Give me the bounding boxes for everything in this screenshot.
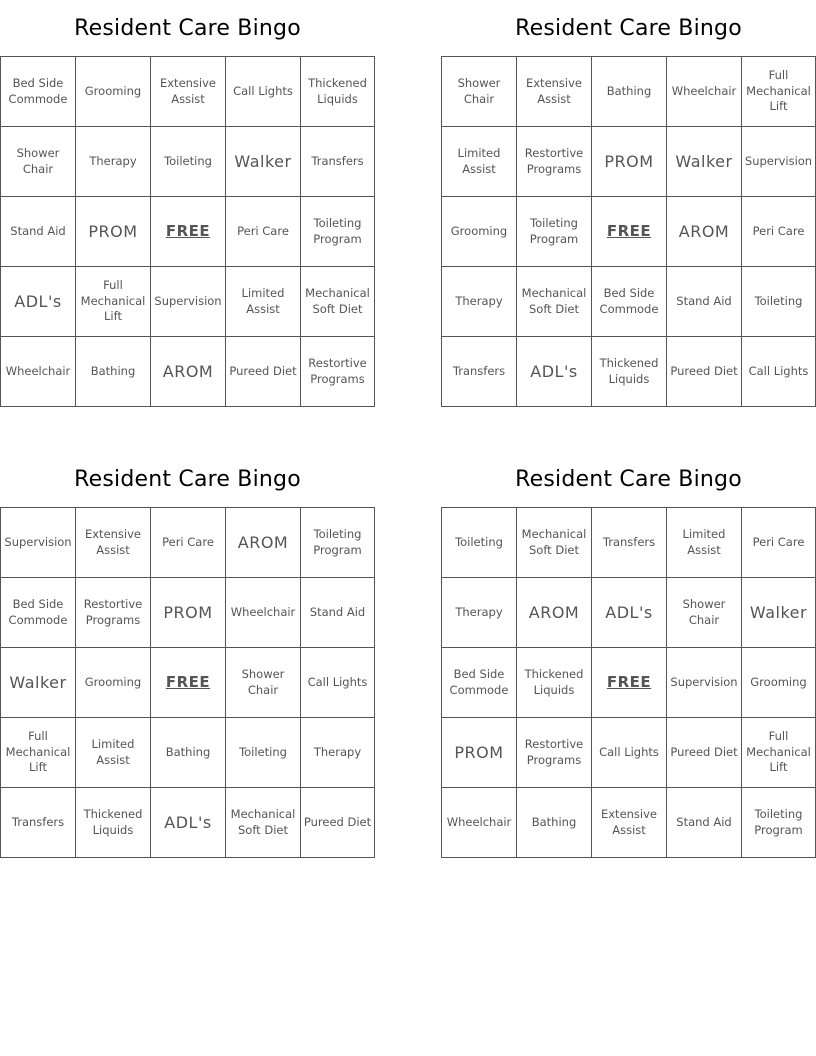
bingo-cell: Bed Side Commode — [1, 578, 76, 648]
bingo-cell: Mechanical Soft Diet — [517, 267, 592, 337]
bingo-cell: Limited Assist — [226, 267, 301, 337]
bingo-cell: Stand Aid — [301, 578, 375, 648]
bingo-cell: Shower Chair — [667, 578, 742, 648]
bingo-cell: Transfers — [1, 788, 76, 858]
bingo-cell: Walker — [742, 578, 816, 648]
bingo-cell: Toileting Program — [301, 197, 375, 267]
bingo-cell: Full Mechanical Lift — [742, 718, 816, 788]
bingo-cell: Toileting Program — [742, 788, 816, 858]
bingo-cell: Bathing — [517, 788, 592, 858]
bingo-grid — [0, 56, 375, 407]
bingo-cell: Bed Side Commode — [442, 648, 517, 718]
bingo-cell: PROM — [76, 197, 151, 267]
bingo-cell: Supervision — [151, 267, 226, 337]
bingo-cell: Wheelchair — [667, 57, 742, 127]
bingo-cell: ADL's — [592, 578, 667, 648]
bingo-cell: Pureed Diet — [667, 337, 742, 407]
bingo-cell: Peri Care — [742, 508, 816, 578]
bingo-cell: Bathing — [151, 718, 226, 788]
bingo-cell: Restortive Programs — [76, 578, 151, 648]
bingo-cell: Walker — [1, 648, 76, 718]
bingo-cell: Bathing — [76, 337, 151, 407]
bingo-cell: Pureed Diet — [667, 718, 742, 788]
bingo-cell: Supervision — [667, 648, 742, 718]
bingo-cell: Extensive Assist — [76, 508, 151, 578]
bingo-cell: Grooming — [76, 648, 151, 718]
bingo-cell: AROM — [151, 337, 226, 407]
bingo-cell: Wheelchair — [1, 337, 76, 407]
bingo-cell: Mechanical Soft Diet — [226, 788, 301, 858]
bingo-cell: Peri Care — [742, 197, 816, 267]
bingo-cell: PROM — [151, 578, 226, 648]
card-title: Resident Care Bingo — [74, 467, 301, 492]
bingo-cell: Toileting — [151, 127, 226, 197]
free-space: FREE — [151, 197, 226, 267]
bingo-cell: Therapy — [301, 718, 375, 788]
bingo-cell: Thickened Liquids — [301, 57, 375, 127]
bingo-cell: PROM — [592, 127, 667, 197]
bingo-cell: Therapy — [442, 267, 517, 337]
bingo-cell: Call Lights — [301, 648, 375, 718]
bingo-cell: Limited Assist — [667, 508, 742, 578]
bingo-cell: AROM — [517, 578, 592, 648]
bingo-cell: Stand Aid — [667, 267, 742, 337]
bingo-card-4 — [441, 451, 816, 858]
bingo-cell: Bathing — [592, 57, 667, 127]
bingo-cell: Mechanical Soft Diet — [517, 508, 592, 578]
bingo-cell: Wheelchair — [442, 788, 517, 858]
bingo-cell: Mechanical Soft Diet — [301, 267, 375, 337]
bingo-grid — [0, 507, 375, 858]
bingo-cell: Grooming — [742, 648, 816, 718]
card-title: Resident Care Bingo — [515, 467, 742, 492]
bingo-cell: Thickened Liquids — [517, 648, 592, 718]
card-title: Resident Care Bingo — [74, 16, 301, 41]
bingo-cell: Toileting — [442, 508, 517, 578]
bingo-cell: Call Lights — [592, 718, 667, 788]
card-title: Resident Care Bingo — [515, 16, 742, 41]
bingo-cell: Call Lights — [742, 337, 816, 407]
bingo-cell: AROM — [226, 508, 301, 578]
bingo-cell: Full Mechanical Lift — [1, 718, 76, 788]
bingo-cell: Pureed Diet — [226, 337, 301, 407]
bingo-cell: Pureed Diet — [301, 788, 375, 858]
bingo-card-3 — [0, 451, 375, 858]
free-space: FREE — [151, 648, 226, 718]
bingo-cell: Restortive Programs — [517, 718, 592, 788]
bingo-cell: Bed Side Commode — [1, 57, 76, 127]
bingo-cell: Peri Care — [226, 197, 301, 267]
bingo-cell: Grooming — [442, 197, 517, 267]
bingo-cell: Therapy — [442, 578, 517, 648]
bingo-cell: ADL's — [151, 788, 226, 858]
bingo-cell: Limited Assist — [442, 127, 517, 197]
bingo-cell: Thickened Liquids — [592, 337, 667, 407]
bingo-cell: Restortive Programs — [517, 127, 592, 197]
bingo-cell: PROM — [442, 718, 517, 788]
bingo-cell: Stand Aid — [667, 788, 742, 858]
bingo-cell: Call Lights — [226, 57, 301, 127]
bingo-cell: Transfers — [592, 508, 667, 578]
bingo-cell: Bed Side Commode — [592, 267, 667, 337]
bingo-cell: Transfers — [442, 337, 517, 407]
bingo-cell: Extensive Assist — [592, 788, 667, 858]
bingo-cell: Shower Chair — [1, 127, 76, 197]
bingo-cell: Toileting Program — [517, 197, 592, 267]
bingo-cell: Toileting Program — [301, 508, 375, 578]
bingo-cell: Extensive Assist — [517, 57, 592, 127]
bingo-cell: Thickened Liquids — [76, 788, 151, 858]
bingo-cell: Walker — [667, 127, 742, 197]
bingo-cell: Extensive Assist — [151, 57, 226, 127]
bingo-grid — [441, 507, 816, 858]
bingo-cell: Limited Assist — [76, 718, 151, 788]
bingo-cell: Wheelchair — [226, 578, 301, 648]
bingo-cell: Shower Chair — [226, 648, 301, 718]
free-space: FREE — [592, 197, 667, 267]
bingo-cell: Supervision — [742, 127, 816, 197]
bingo-cell: Supervision — [1, 508, 76, 578]
bingo-cell: Transfers — [301, 127, 375, 197]
bingo-cell: Toileting — [226, 718, 301, 788]
bingo-cell: Walker — [226, 127, 301, 197]
free-space: FREE — [592, 648, 667, 718]
bingo-card-1 — [0, 0, 375, 407]
bingo-cell: Grooming — [76, 57, 151, 127]
bingo-cell: Stand Aid — [1, 197, 76, 267]
bingo-cell: ADL's — [517, 337, 592, 407]
bingo-cell: ADL's — [1, 267, 76, 337]
bingo-cell: Restortive Programs — [301, 337, 375, 407]
bingo-cell: Therapy — [76, 127, 151, 197]
bingo-cell: Peri Care — [151, 508, 226, 578]
bingo-grid — [441, 56, 816, 407]
bingo-cell: Full Mechanical Lift — [742, 57, 816, 127]
bingo-cell: AROM — [667, 197, 742, 267]
bingo-cell: Full Mechanical Lift — [76, 267, 151, 337]
bingo-cell: Shower Chair — [442, 57, 517, 127]
bingo-cell: Toileting — [742, 267, 816, 337]
bingo-card-2 — [441, 0, 816, 407]
